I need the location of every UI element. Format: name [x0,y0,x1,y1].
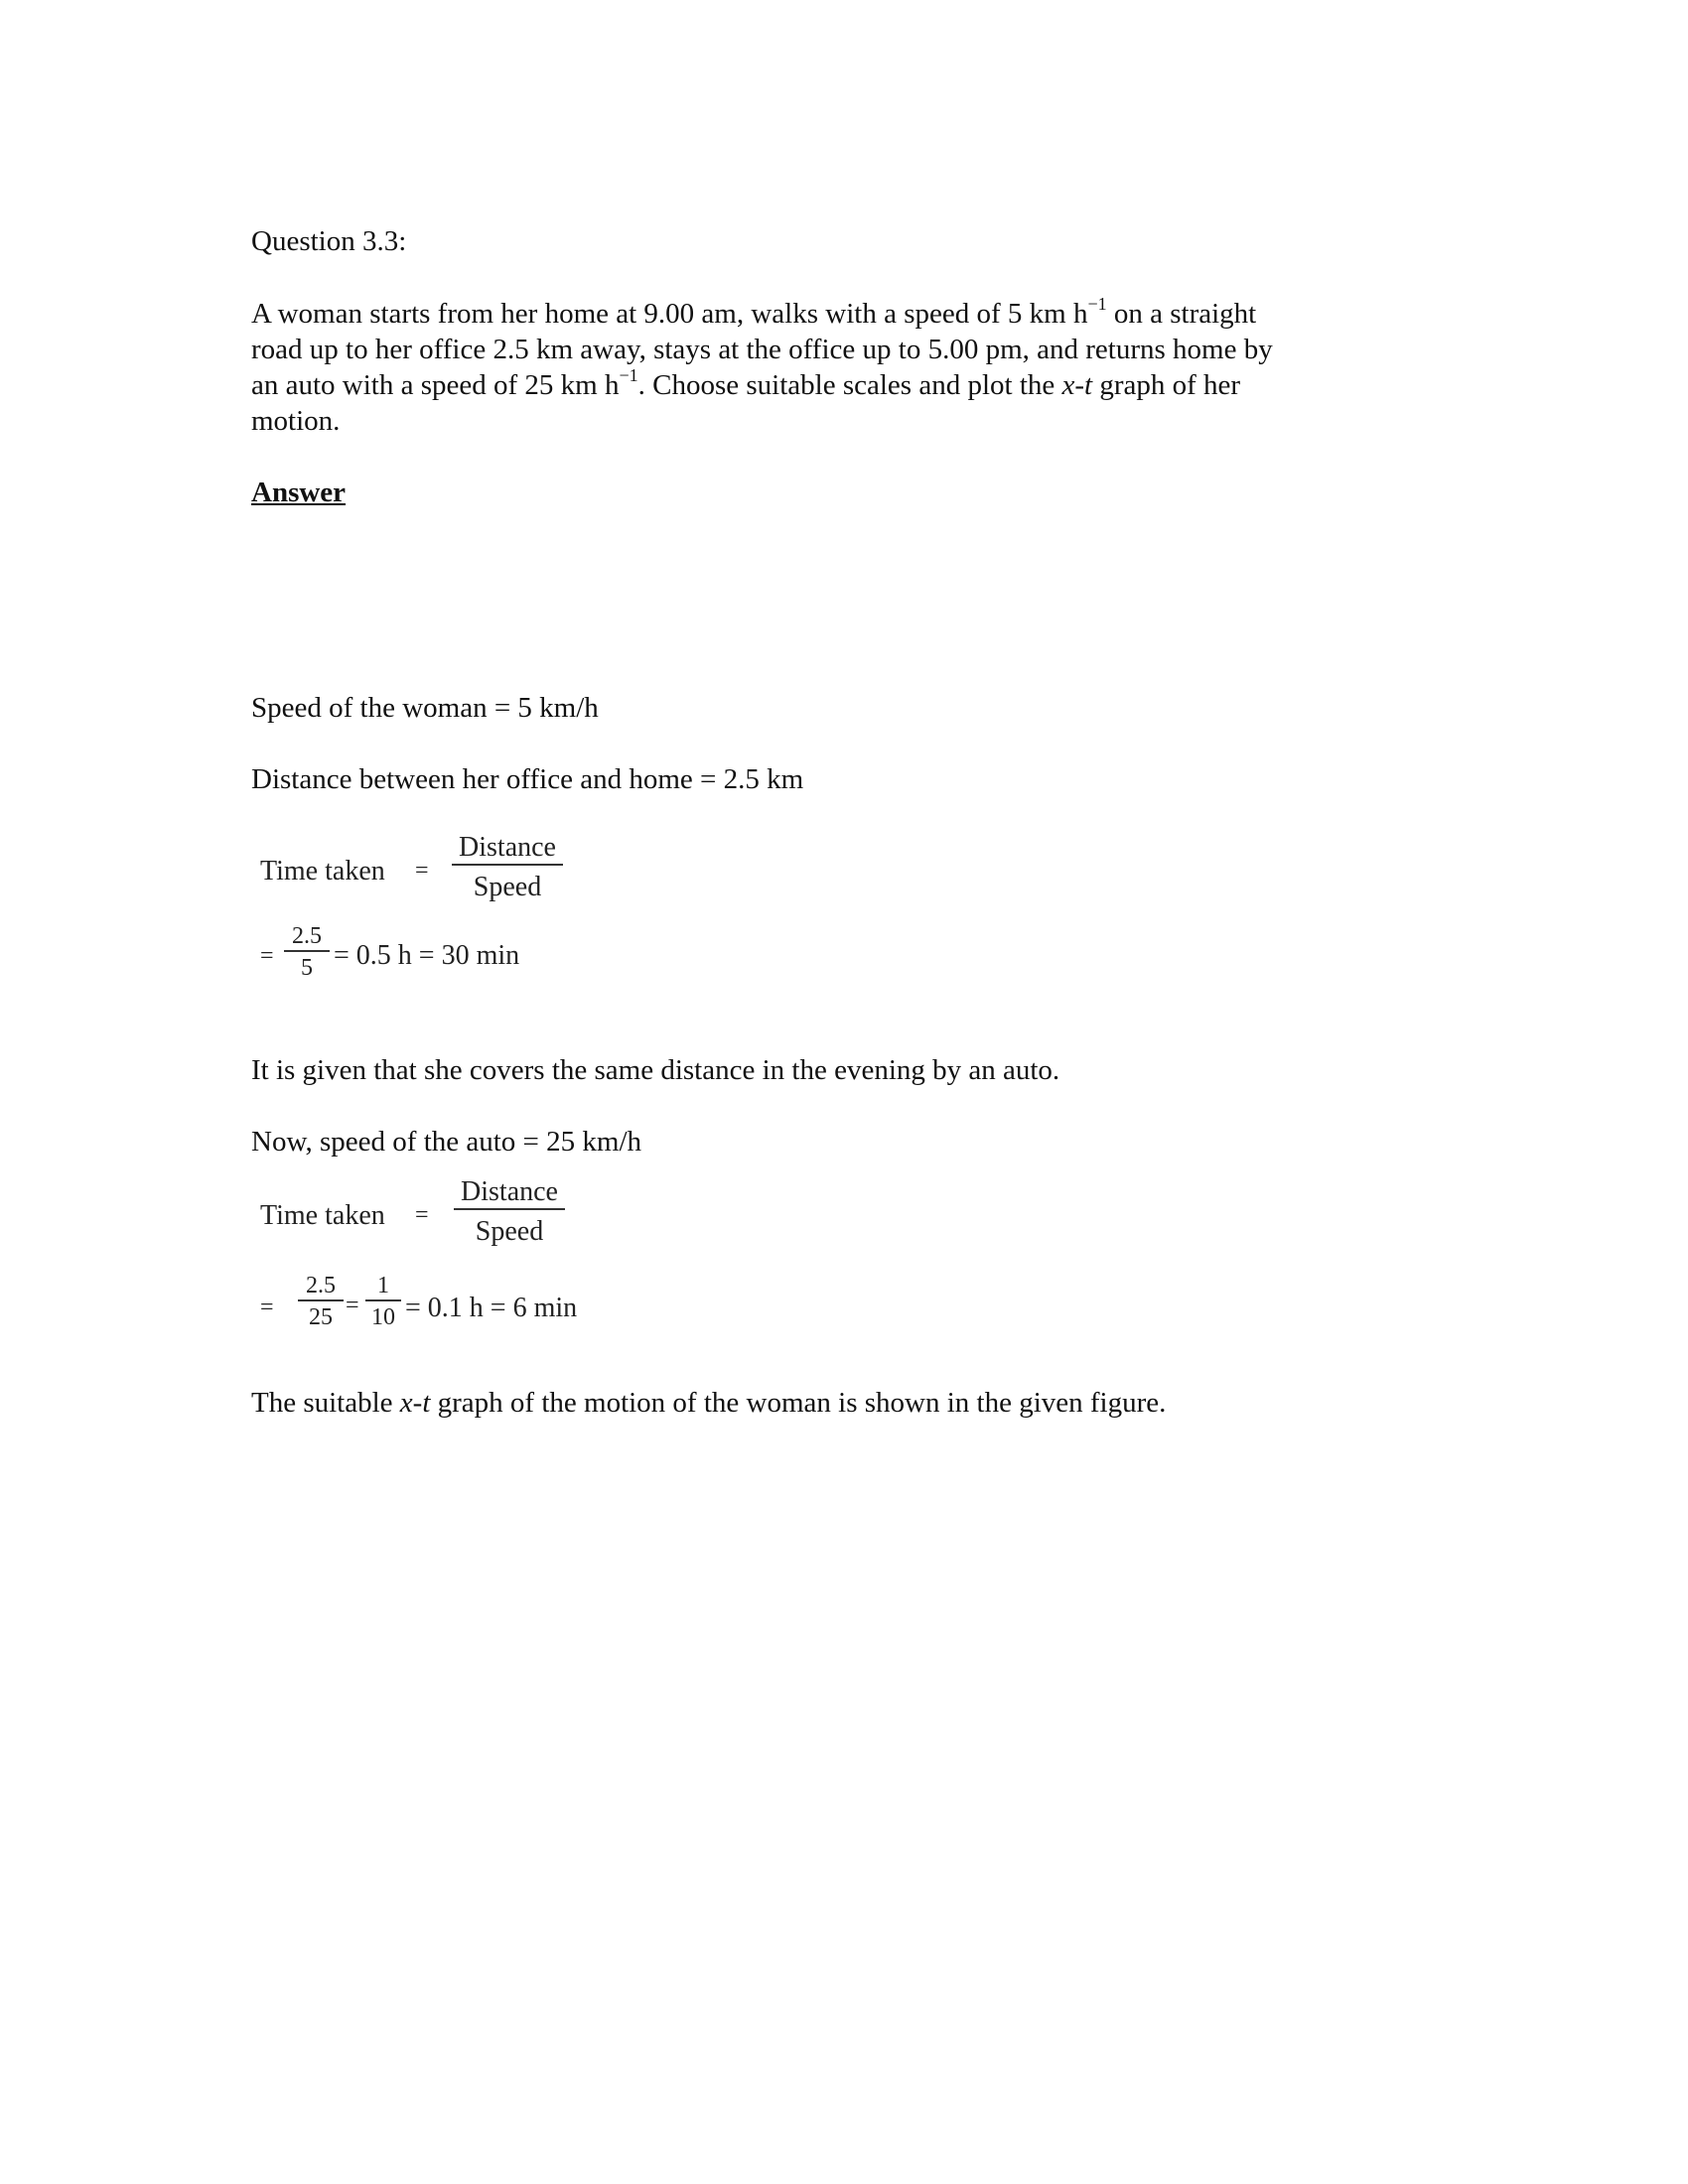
closing-line: The suitable x-t graph of the motion of the woman is shown in the given figure. [251,1387,1167,1419]
equation-time-auto-result [260,1273,677,1352]
equation-time-walk [260,832,598,921]
eq1-fraction [452,832,563,903]
eq3-fraction [454,1176,565,1248]
eq4-denominator-1: 25 [309,1304,333,1330]
eq3-denominator: Speed [475,1216,544,1247]
eq4-fraction-2 [365,1273,401,1331]
question-title: Question 3.3: [251,225,407,257]
eq4-mid-equals: = [346,1293,359,1318]
eq3-numerator: Distance [461,1176,558,1207]
eq2-denominator: 5 [301,955,313,981]
eq4-denominator-2: 10 [371,1304,395,1330]
eq1-denominator: Speed [473,872,542,902]
eq2-numerator: 2.5 [292,923,322,949]
eq4-numerator-1: 2.5 [306,1273,336,1298]
question-text [251,296,1413,439]
question-line-2: road up to her office 2.5 km away, stays at the office up to 5.00 pm, and returns home by [251,334,1273,365]
eq1-lhs: Time taken [260,856,385,887]
equation-time-auto [260,1176,598,1266]
question-line-4: motion. [251,405,341,437]
eq4-equals: = [260,1295,274,1320]
eq3-equals: = [415,1202,429,1228]
speed-line: Speed of the woman = 5 km/h [251,692,599,724]
eq4-fraction-1 [298,1273,344,1331]
eq4-numerator-2: 1 [377,1273,389,1298]
eq1-equals: = [415,858,429,884]
eq3-lhs: Time taken [260,1200,385,1231]
question-line-3: an auto with a speed of 25 km $h^{-1}$. Choose suitable scales and plot the x-t graph of her [251,365,1241,401]
eq4-result: = 0.1 h = 6 min [405,1293,578,1323]
equation-time-walk-result [260,923,598,998]
eq2-equals: = [260,943,274,969]
eq2-result: = 0.5 h = 30 min [334,940,520,971]
given-line: It is given that she covers the same distance in the evening by an auto. [251,1054,1060,1086]
eq2-fraction [284,923,330,982]
auto-speed-line: Now, speed of the auto = 25 km/h [251,1126,642,1158]
eq1-numerator: Distance [459,832,556,863]
question-line-1: A woman starts from her home at 9.00 am, walks with a speed of 5 km $h^{-1}$ on a straight [251,294,1257,330]
distance-line: Distance between her office and home = 2.5 km [251,763,804,795]
answer-heading: Answer [251,477,347,508]
